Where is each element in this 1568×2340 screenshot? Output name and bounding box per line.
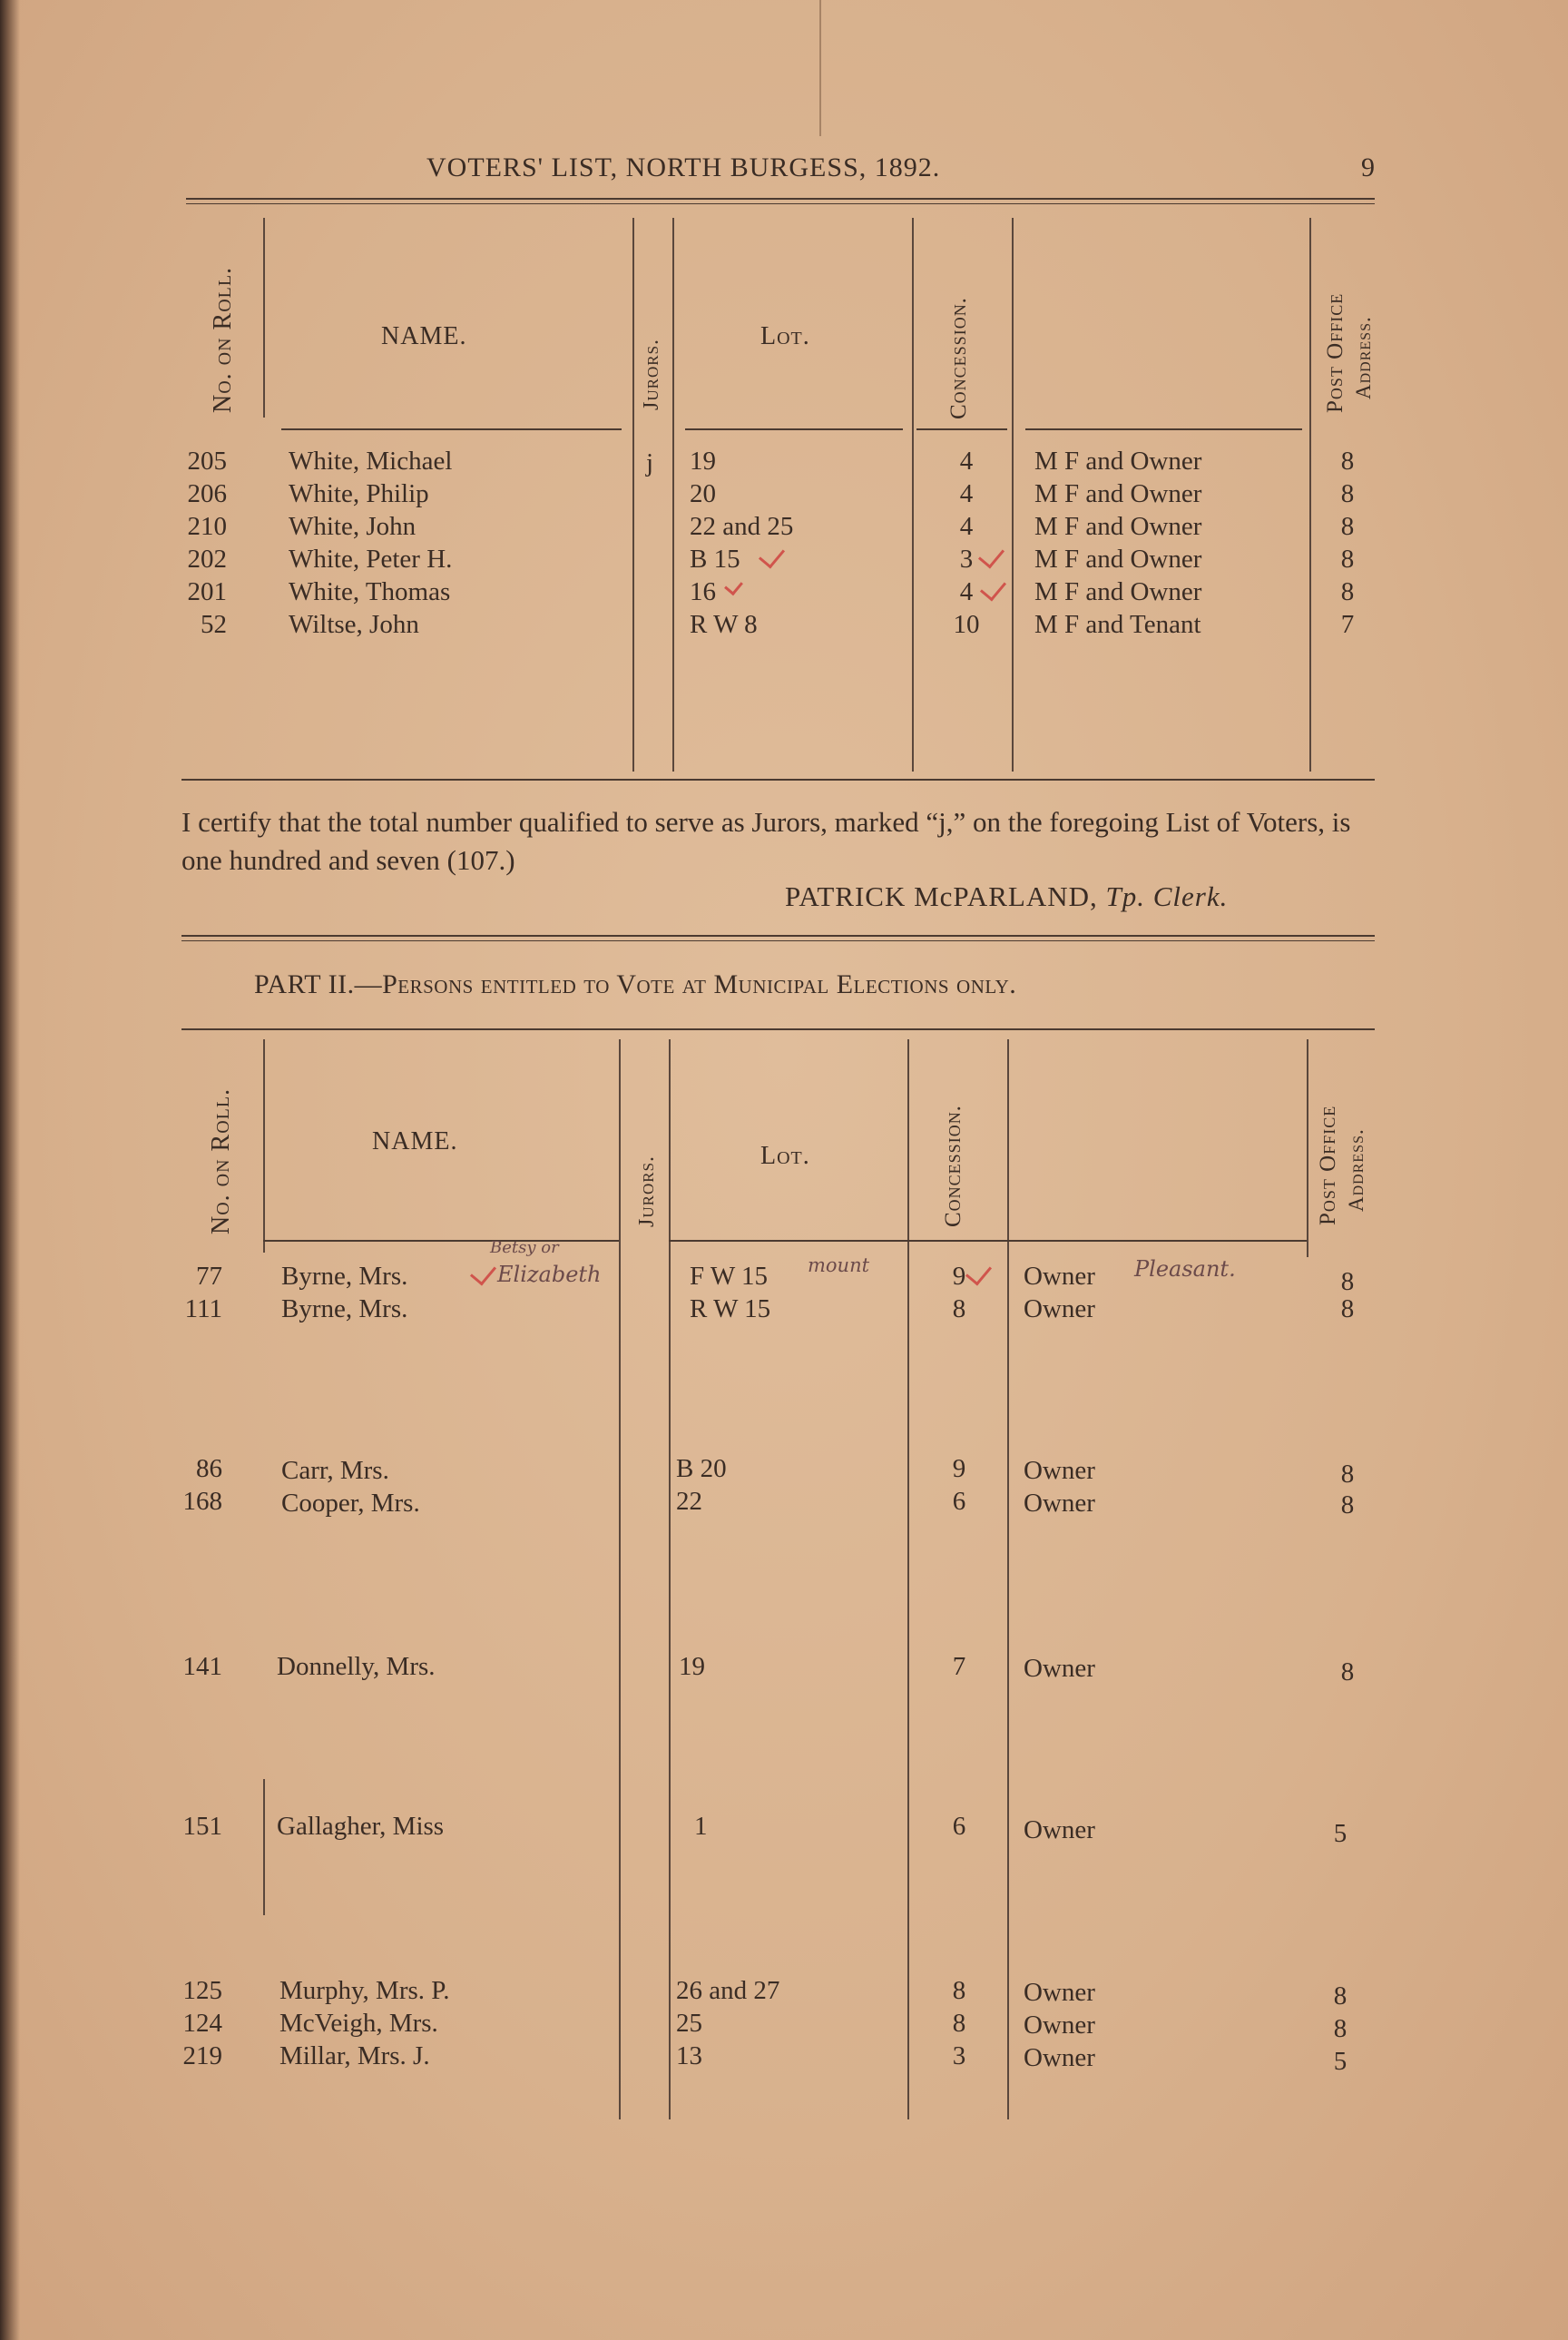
handwritten-lot-note: mount <box>808 1254 870 1276</box>
status: M F and Owner <box>1034 545 1202 574</box>
concession: 3 <box>959 545 974 574</box>
voter-name: Cooper, Mrs. <box>281 1489 420 1518</box>
vline <box>632 218 634 772</box>
col-no-on-roll-header: No. on Roll. <box>209 266 237 413</box>
concession: 3 <box>952 2041 966 2070</box>
lot: 19 <box>679 1652 705 1681</box>
post-office-address: 8 <box>1340 1657 1355 1686</box>
roll-number: 124 <box>182 2009 222 2038</box>
post-office-address: 8 <box>1333 1981 1348 2011</box>
status: Owner <box>1024 2011 1095 2040</box>
status: M F and Tenant <box>1034 610 1201 639</box>
lot: R W 15 <box>690 1294 771 1323</box>
lot: 19 <box>690 447 716 476</box>
voter-name: Donnelly, Mrs. <box>277 1652 436 1681</box>
col-lot-header: Lot. <box>760 1142 810 1170</box>
voter-name: White, John <box>289 512 416 541</box>
col-address-header: Address. <box>1352 316 1375 399</box>
col-concession-header: Concession. <box>941 1105 965 1227</box>
lot: 20 <box>690 479 716 508</box>
red-check-icon <box>470 1258 496 1285</box>
concession: 9 <box>952 1454 966 1483</box>
part2-heading-text: Persons entitled to Vote at Municipal Elections only. <box>382 969 1017 999</box>
concession: 10 <box>953 610 980 639</box>
certification-rule-2 <box>181 940 1375 941</box>
vline <box>907 1039 909 2119</box>
lot: 22 and 25 <box>690 512 794 541</box>
page-fold <box>819 0 821 136</box>
lot: B 20 <box>676 1454 727 1483</box>
handwritten-name-note: Elizabeth <box>497 1262 602 1287</box>
status: Owner <box>1024 2043 1095 2072</box>
header-underline <box>1025 428 1302 430</box>
lot: 22 <box>676 1487 702 1516</box>
post-office-address: 5 <box>1333 2047 1348 2076</box>
post-office-address: 8 <box>1340 1490 1355 1519</box>
status: Owner <box>1024 1815 1095 1844</box>
roll-number: 205 <box>187 447 227 476</box>
post-office-address: 8 <box>1340 545 1355 574</box>
juror-mark: j <box>646 448 654 477</box>
voter-name: White, Peter H. <box>289 545 453 574</box>
post-office-address: 8 <box>1340 1267 1355 1296</box>
lot: R W 8 <box>690 610 758 639</box>
clerk-title: Tp. Clerk. <box>1105 880 1229 912</box>
lot: 1 <box>694 1812 708 1841</box>
col-jurors-header: Jurors. <box>640 338 663 410</box>
handwritten-name-note-above: Betsy or <box>490 1238 559 1257</box>
post-office-address: 8 <box>1340 479 1355 508</box>
col-concession-header: Concession. <box>946 297 971 419</box>
concession: 8 <box>952 1294 966 1323</box>
clerk-signature-line <box>785 880 1228 913</box>
roll-number: 206 <box>187 479 227 508</box>
lot: 16 <box>690 577 716 606</box>
status: Owner <box>1024 1294 1095 1323</box>
roll-number: 210 <box>187 512 227 541</box>
status: Owner <box>1024 1654 1095 1683</box>
col-name-header: NAME. <box>381 322 467 350</box>
header-underline <box>916 428 1007 430</box>
vline <box>672 218 674 772</box>
vline <box>1007 1039 1009 2119</box>
concession: 6 <box>952 1487 966 1516</box>
roll-number: 202 <box>187 545 227 574</box>
red-check-icon <box>759 541 785 568</box>
status: Owner <box>1024 1262 1095 1291</box>
status: Owner <box>1024 1978 1095 2007</box>
roll-number: 219 <box>182 2041 222 2070</box>
post-office-address: 8 <box>1340 1294 1355 1323</box>
voter-name: Carr, Mrs. <box>281 1456 389 1485</box>
roll-number: 151 <box>182 1812 222 1841</box>
vline <box>263 218 265 418</box>
voter-name: Millar, Mrs. J. <box>279 2041 430 2070</box>
voter-name: White, Thomas <box>289 577 451 606</box>
red-check-icon <box>724 576 743 595</box>
book-spine <box>0 0 20 2340</box>
vline <box>912 218 914 772</box>
clerk-name: PATRICK McPARLAND, <box>785 880 1098 912</box>
vline <box>1309 218 1311 772</box>
roll-number: 125 <box>182 1976 222 2005</box>
part2-heading <box>254 969 1016 1000</box>
post-office-address: 8 <box>1333 2014 1348 2043</box>
lot: 25 <box>676 2009 702 2038</box>
status: M F and Owner <box>1034 512 1202 541</box>
table1-top-rule-2 <box>186 203 1375 204</box>
roll-number: 52 <box>201 610 227 639</box>
lot: 13 <box>676 2041 702 2070</box>
vline <box>669 1039 671 2119</box>
page-number: 9 <box>1361 152 1375 182</box>
status: Owner <box>1024 1489 1095 1518</box>
roll-number: 86 <box>196 1454 222 1483</box>
status: M F and Owner <box>1034 577 1202 606</box>
lot: B 15 <box>690 545 740 574</box>
col-name-header: NAME. <box>372 1127 458 1155</box>
post-office-address: 8 <box>1340 1460 1355 1489</box>
header-underline <box>281 428 622 430</box>
col-post-office-header: Post Office <box>1323 292 1348 413</box>
table1-top-rule <box>186 198 1375 200</box>
concession: 9 <box>952 1262 966 1291</box>
voter-name: McVeigh, Mrs. <box>279 2009 438 2038</box>
roll-number: 201 <box>187 577 227 606</box>
status: Owner <box>1024 1456 1095 1485</box>
voter-name: White, Michael <box>289 447 453 476</box>
table1-bottom-rule <box>181 779 1375 781</box>
col-no-on-roll-header: No. on Roll. <box>207 1087 235 1234</box>
status: M F and Owner <box>1034 479 1202 508</box>
vline <box>263 1779 265 1915</box>
concession: 8 <box>952 1976 966 2005</box>
concession: 7 <box>952 1652 966 1681</box>
lot: F W 15 <box>690 1262 768 1291</box>
certification-text: I certify that the total number qualified to serve as Jurors, marked “j,” on the foregoing List of Voters, is one hundred and seven (107.) <box>181 806 1351 876</box>
part2-heading-prefix: PART II.— <box>254 969 383 999</box>
voter-name: Gallagher, Miss <box>277 1812 445 1841</box>
post-office-address: 7 <box>1340 610 1355 639</box>
col-lot-header: Lot. <box>760 322 810 350</box>
voter-name: Murphy, Mrs. P. <box>279 1976 450 2005</box>
post-office-address: 8 <box>1340 577 1355 606</box>
post-office-address: 8 <box>1340 512 1355 541</box>
concession: 4 <box>959 512 974 541</box>
header-underline <box>1007 1240 1307 1242</box>
roll-number: 111 <box>184 1294 222 1323</box>
header-underline <box>263 1240 619 1242</box>
concession: 4 <box>959 447 974 476</box>
concession: 4 <box>959 479 974 508</box>
post-office-address: 5 <box>1333 1819 1348 1848</box>
voter-name: Byrne, Mrs. <box>281 1262 408 1291</box>
header-underline <box>669 1240 907 1242</box>
status: M F and Owner <box>1034 447 1202 476</box>
header-underline <box>907 1240 1007 1242</box>
concession: 4 <box>959 577 974 606</box>
vline <box>619 1039 621 2119</box>
roll-number: 77 <box>196 1262 222 1291</box>
roll-number: 168 <box>182 1487 222 1516</box>
concession: 8 <box>952 2009 966 2038</box>
col-jurors-header: Jurors. <box>635 1155 659 1227</box>
handwritten-status-note: Pleasant. <box>1134 1256 1236 1282</box>
table2-top-rule <box>181 1028 1375 1030</box>
post-office-address: 8 <box>1340 447 1355 476</box>
running-head: VOTERS' LIST, NORTH BURGESS, 1892. <box>426 152 941 182</box>
roll-number: 141 <box>182 1652 222 1681</box>
vline <box>263 1039 265 1253</box>
lot: 26 and 27 <box>676 1976 780 2005</box>
header-underline <box>685 428 903 430</box>
col-post-office-header: Post Office <box>1316 1105 1340 1225</box>
voter-name: Byrne, Mrs. <box>281 1294 408 1323</box>
certification-rule <box>181 935 1375 937</box>
vline <box>1012 218 1014 772</box>
voter-name: White, Philip <box>289 479 429 508</box>
vline <box>1307 1039 1308 1257</box>
col-address-header: Address. <box>1345 1128 1367 1212</box>
voter-name: Wiltse, John <box>289 610 419 639</box>
concession: 6 <box>952 1812 966 1841</box>
